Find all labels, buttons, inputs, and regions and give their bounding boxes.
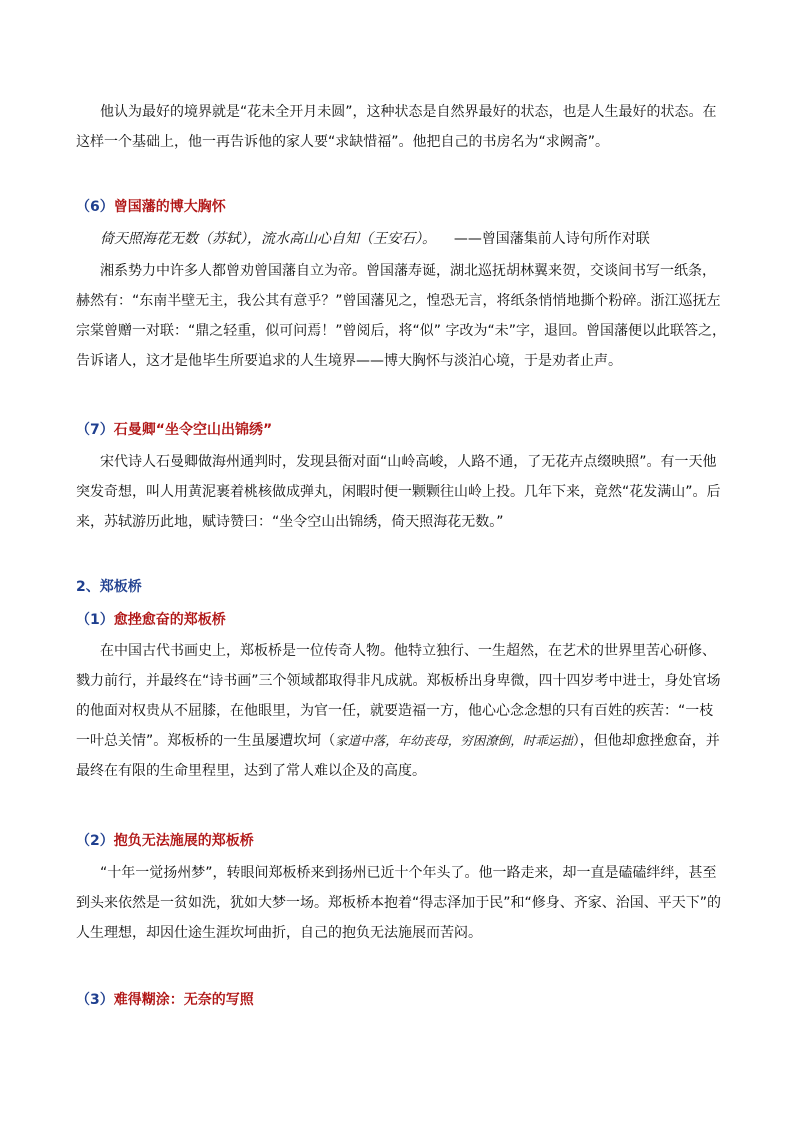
section-title: 石曼卿“坐令空山出锦绣” [113,422,273,438]
paragraph-text-a: 在中国古代书画史上，郑板桥是一位传奇人物。他特立独行、一生超然，在艺术的世界里苦心研修、戮力前行，并最终在“诗书画”三个领域都取得非凡成就。郑板桥出身卑微，四十四岁考中进士，身处官场的他面对权贵从不屈膝，在他眼里，为官一任，就要造福一方，他心心念念想的只有百姓的疾苦：“一枝一叶总关情”。郑板桥的一生虽屡遭坎坷（ [76,643,721,749]
section-title: 难得糊涂：无奈的写照 [113,992,254,1008]
section-number: （6） [76,199,114,215]
paragraph-zheng-banqiao-life [76,636,726,786]
section-title: 愈挫愈奋的郑板桥 [113,612,226,628]
paragraph-zeng-guofan: 湘系势力中许多人都曾劝曾国藩自立为帝。曾国藩寿诞，湖北巡抚胡林翼来贺，交谈间书写一纸条，赫然有：“东南半壁无主，我公其有意乎？”曾国藩见之，惶恐无言，将纸条悄悄地撕个粉碎。浙江巡抚左宗棠曾赠一对联：“鼎之轻重，似可问焉！”曾阅后，将“似” 字改为“未”字，退回。曾国藩便以此联答之，告诉诸人，这才是他毕生所要追求的人生境界——博大胸怀与淡泊心境，于是劝者止声。 [76,263,726,369]
paragraph-shi-manqing: 宋代诗人石曼卿做海州通判时，发现县衙对面“山岭高峻，人路不通，了无花卉点缀映照”。有一天他突发奇想，叫人用黄泥裹着桃核做成弹丸，闲暇时便一颗颗往山岭上投。几年下来，竟然“花发满山”。后来，苏轼游历此地，赋诗赞曰：“坐令空山出锦绣，倚天照海花无数。” [76,454,721,530]
paragraph-seek-deficiency: 他认为最好的境界就是“花未全开月未圆”，这种状态是自然界最好的状态，也是人生最好的状态。在这样一个基础上，他一再告诉他的家人要“求缺惜福”。他把自己的书房名为“求阙斋”。 [76,104,717,150]
section-heading-7 [76,420,272,440]
section-number: （1） [76,612,114,628]
paragraph-text-b: ），但他却愈挫愈奋，并最终在有限的生命里程里，达到了常人难以企及的高度。 [76,733,720,779]
section-heading-2-2 [76,831,254,851]
section-number: （7） [76,422,114,438]
section-heading-2-1 [76,610,226,630]
couplet-quote [100,229,740,249]
paragraph-yangzhou-dream: “十年一觉扬州梦”，转眼间郑板桥来到扬州已近十个年头了。他一路走来，却一直是磕磕绊绊，甚至到头来依然是一贫如洗，犹如大梦一场。郑板桥本抱着“得志泽加于民”和“修身、齐家、治国、平天下”的人生理想，却因仕途生涯坎坷曲折，自己的抱负无法施展而苦闷。 [76,865,722,941]
section-title: 抱负无法施展的郑板桥 [113,833,254,849]
section-number: （3） [76,992,114,1008]
chapter-heading-zheng-banqiao: 2、郑板桥 [76,579,142,595]
section-number: （2） [76,833,114,849]
couplet-verse: 倚天照海花无数（苏轼），流水高山心自知（王安石）。 [100,231,436,247]
hardship-note: 家道中落，年幼丧母，穷困潦倒，时乖运拙 [335,733,573,748]
section-heading-2-3 [76,990,254,1010]
section-title: 曾国藩的博大胸怀 [113,199,226,215]
couplet-note: ——曾国藩集前人诗句所作对联 [453,231,650,247]
section-heading-6 [76,197,226,217]
